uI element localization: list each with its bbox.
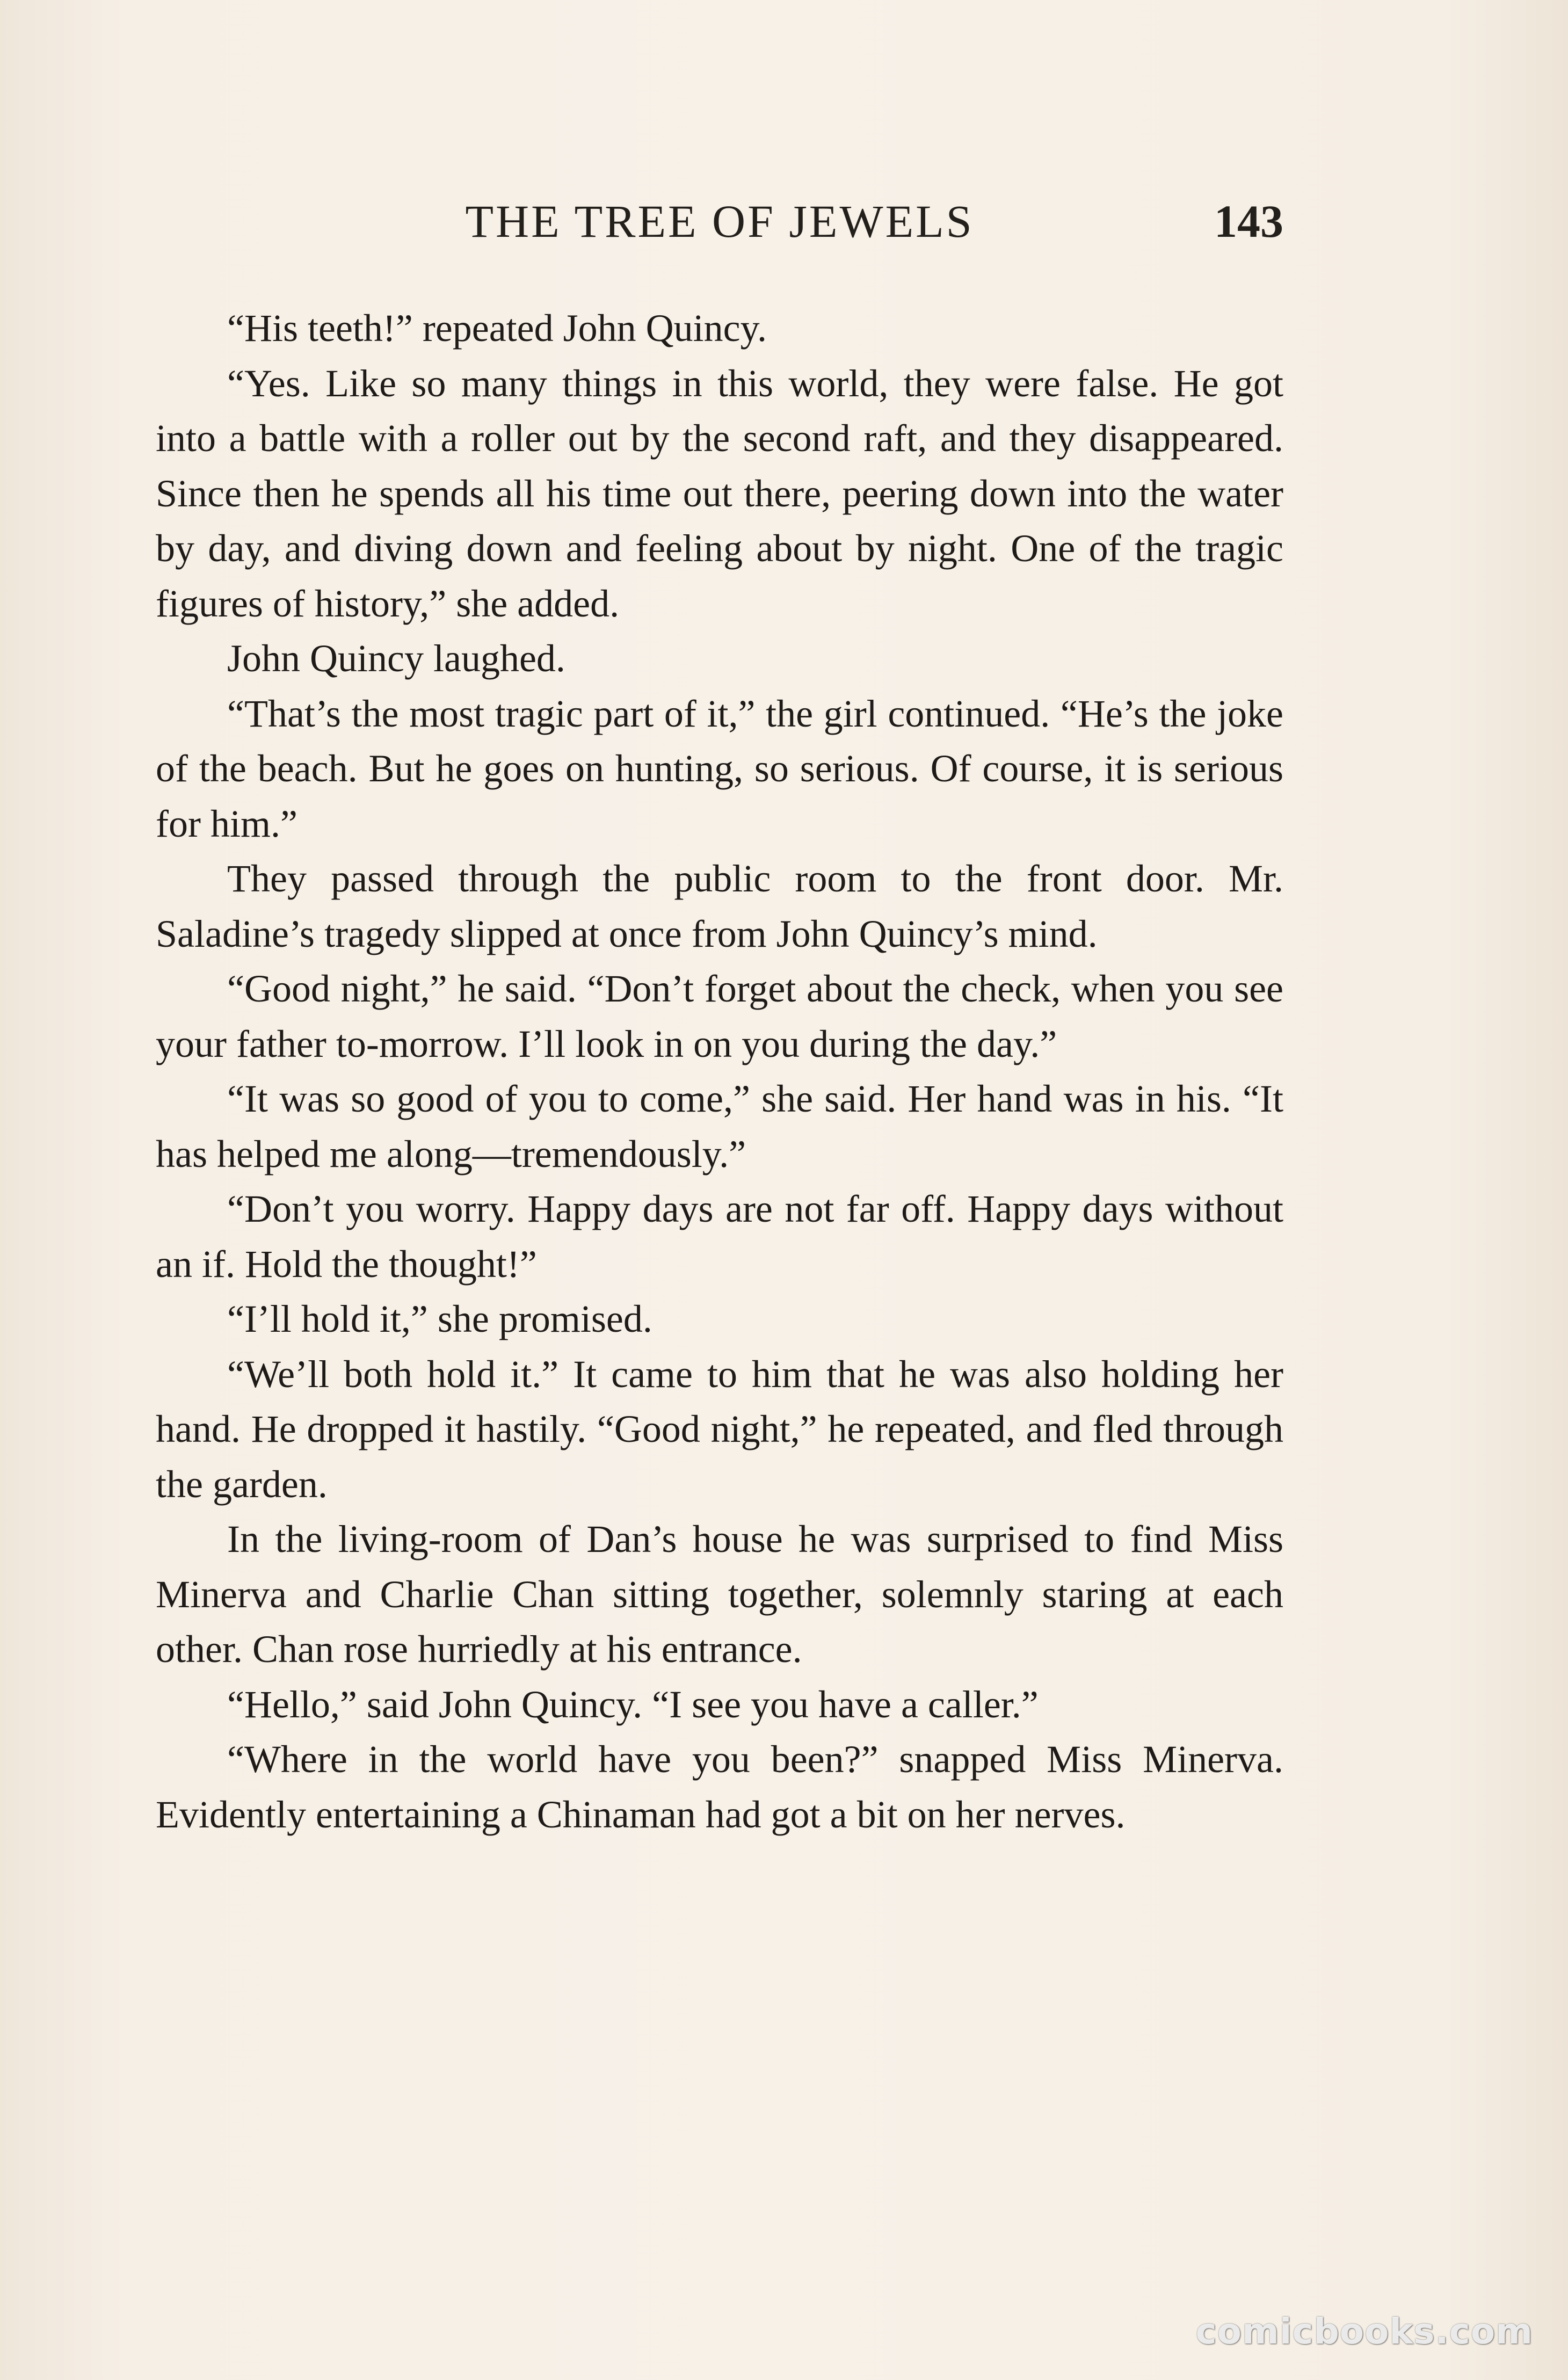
paragraph-2: “Yes. Like so many things in this world, they were false. He got into a battle with a roller out by the second raft, and they disappeared. Since then he spends all his time out there, peering down into the water by day, and diving down and feeling about by night. One of the tragic figures of history,” she added. (156, 361, 1283, 625)
paragraph-10: “We’ll both hold it.” It came to him that he was also holding her hand. He dropped it hastily. “Good night,” he repeated, and fled through the garden. (156, 1352, 1283, 1506)
paragraph-4: “That’s the most tragic part of it,” the girl continued. “He’s the joke of the beach. But he goes on hunting, so serious. Of course, it is serious for him.” (156, 692, 1283, 845)
paragraph-6: “Good night,” he said. “Don’t forget about the check, when you see your father to-morrow. I’ll look in on you during the day.” (156, 967, 1283, 1065)
paragraph-3: John Quincy laughed. (227, 637, 565, 680)
paragraph-7: “It was so good of you to come,” she said. Her hand was in his. “It has helped me along—tremendously.” (156, 1077, 1283, 1176)
paragraph-13: “Where in the world have you been?” snapped Miss Minerva. Evidently entertaining a Chinaman had got a bit on her nerves. (156, 1738, 1283, 1836)
paragraph-9: “I’ll hold it,” she promised. (227, 1297, 652, 1340)
page-number: 143 (1214, 195, 1283, 247)
body-text (156, 301, 1283, 1842)
paragraph-11: In the living-room of Dan’s house he was surprised to find Miss Minerva and Charlie Chan sitting together, solemnly staring at each other. Chan rose hurriedly at his entrance. (156, 1518, 1283, 1671)
paragraph-12: “Hello,” said John Quincy. “I see you have a caller.” (227, 1682, 1039, 1726)
paragraph-8: “Don’t you worry. Happy days are not far off. Happy days without an if. Hold the thought!” (156, 1187, 1283, 1286)
chapter-title: THE TREE OF JEWELS (465, 195, 974, 247)
paragraph-1: “His teeth!” repeated John Quincy. (227, 307, 767, 350)
running-head (156, 189, 1283, 253)
watermark: comicbooks.com (1195, 2311, 1533, 2352)
paragraph-5: They passed through the public room to the front door. Mr. Saladine’s tragedy slipped at once from John Quincy’s mind. (156, 857, 1283, 955)
